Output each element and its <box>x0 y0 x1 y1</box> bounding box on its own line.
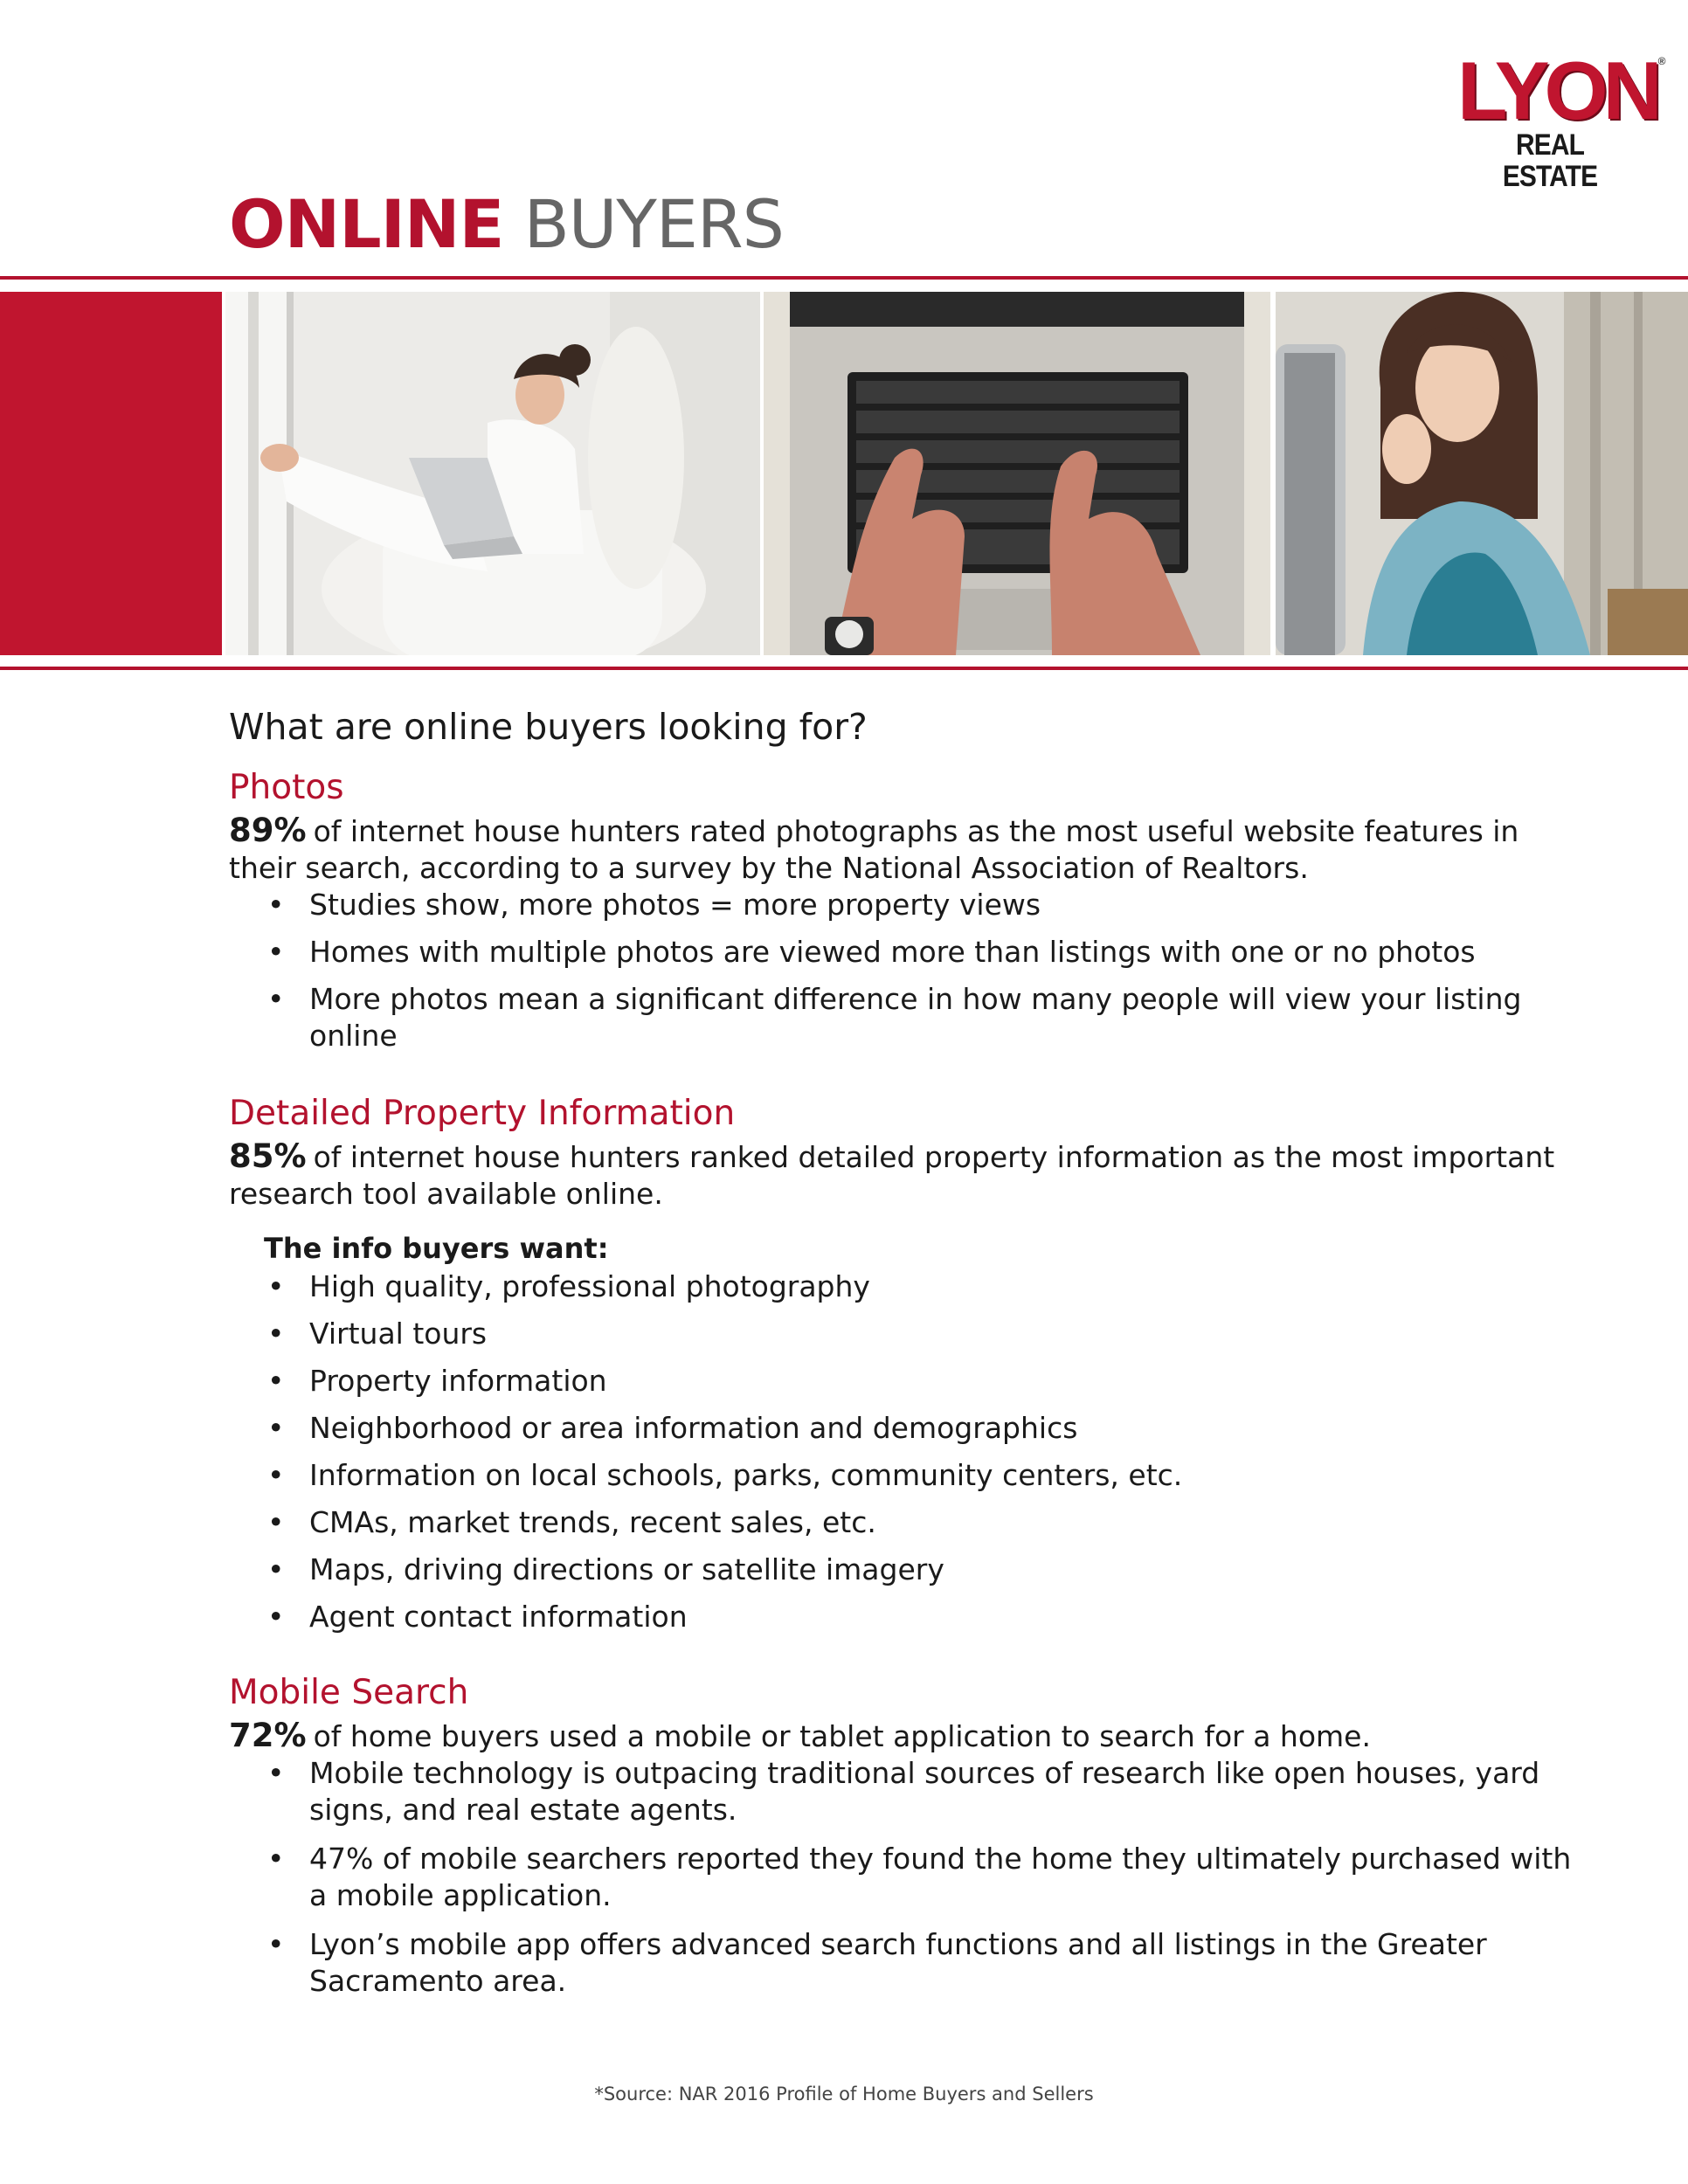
info-buyers-want-subheading: The info buyers want: <box>264 1232 609 1265</box>
mobile-search-bullet-list <box>229 1755 1592 2000</box>
detailed-info-stat-value: 85% <box>229 1137 307 1175</box>
photo-woman-armchair-laptop <box>225 292 760 655</box>
section-detailed-property-info <box>229 1091 1592 1635</box>
page-title <box>229 185 784 264</box>
list-item: • Lyon’s mobile app offers advanced search functions and all listings in the Greater Sacramento area. <box>229 1926 1592 2000</box>
list-item: • Information on local schools, parks, community centers, etc. <box>229 1457 1592 1494</box>
main-question-heading: What are online buyers looking for? <box>229 706 868 748</box>
list-item: • Studies show, more photos = more property views <box>229 887 1592 923</box>
detailed-info-heading: Detailed Property Information <box>229 1094 736 1133</box>
photo-hands-typing-laptop <box>764 292 1270 655</box>
mobile-search-stat-value: 72% <box>229 1717 307 1754</box>
photos-heading: Photos <box>229 768 344 807</box>
photos-stat <box>229 812 1592 887</box>
detailed-info-stat <box>229 1138 1592 1213</box>
detailed-info-stat-text: of internet house hunters ranked detailed property information as the most important research tool available online. <box>229 1140 1555 1211</box>
mobile-search-stat <box>229 1717 1592 1755</box>
mobile-search-stat-text: of home buyers used a mobile or tablet application to search for a home. <box>313 1719 1371 1753</box>
list-item: • High quality, professional photography <box>229 1268 1592 1305</box>
list-item: • CMAs, market trends, recent sales, etc. <box>229 1504 1592 1541</box>
list-item: • Property information <box>229 1363 1592 1400</box>
list-item: • Agent contact information <box>229 1599 1592 1635</box>
banner-top-rule <box>0 276 1688 280</box>
list-item: • More photos mean a significant difference in how many people will view your listing online <box>229 981 1592 1054</box>
list-item: • Virtual tours <box>229 1316 1592 1352</box>
detailed-info-bullet-list <box>229 1268 1592 1635</box>
photos-bullet-list <box>229 887 1592 1054</box>
title-strong: ONLINE <box>229 185 504 263</box>
photos-stat-value: 89% <box>229 812 307 849</box>
company-logo <box>1457 45 1666 193</box>
section-photos <box>229 765 1592 1054</box>
banner-red-block <box>0 292 222 655</box>
mobile-search-heading: Mobile Search <box>229 1673 469 1712</box>
logo-subtitle: REAL ESTATE <box>1502 128 1598 193</box>
title-light: BUYERS <box>523 185 784 263</box>
list-item: • Mobile technology is outpacing traditional sources of research like open houses, yard signs, and real estate agents. <box>229 1755 1592 1828</box>
photo-woman-monitor <box>1276 292 1688 655</box>
section-mobile-search <box>229 1670 1592 2000</box>
list-item: • Maps, driving directions or satellite imagery <box>229 1552 1592 1588</box>
list-item: • Neighborhood or area information and demographics <box>229 1410 1592 1447</box>
main-content <box>229 701 1592 2012</box>
list-item: • Homes with multiple photos are viewed more than listings with one or no photos <box>229 934 1592 971</box>
banner-bottom-rule <box>0 667 1688 670</box>
photos-stat-text: of internet house hunters rated photographs as the most useful website features in their search, according to a survey by the National Association of Realtors. <box>229 814 1519 885</box>
source-footnote: *Source: NAR 2016 Profile of Home Buyers and Sellers <box>594 2084 1094 2105</box>
registered-mark: ® <box>1657 55 1666 67</box>
list-item: • 47% of mobile searchers reported they found the home they ultimately purchased with a mobile application. <box>229 1841 1592 1914</box>
logo-wordmark: LYON ® <box>1457 45 1666 136</box>
